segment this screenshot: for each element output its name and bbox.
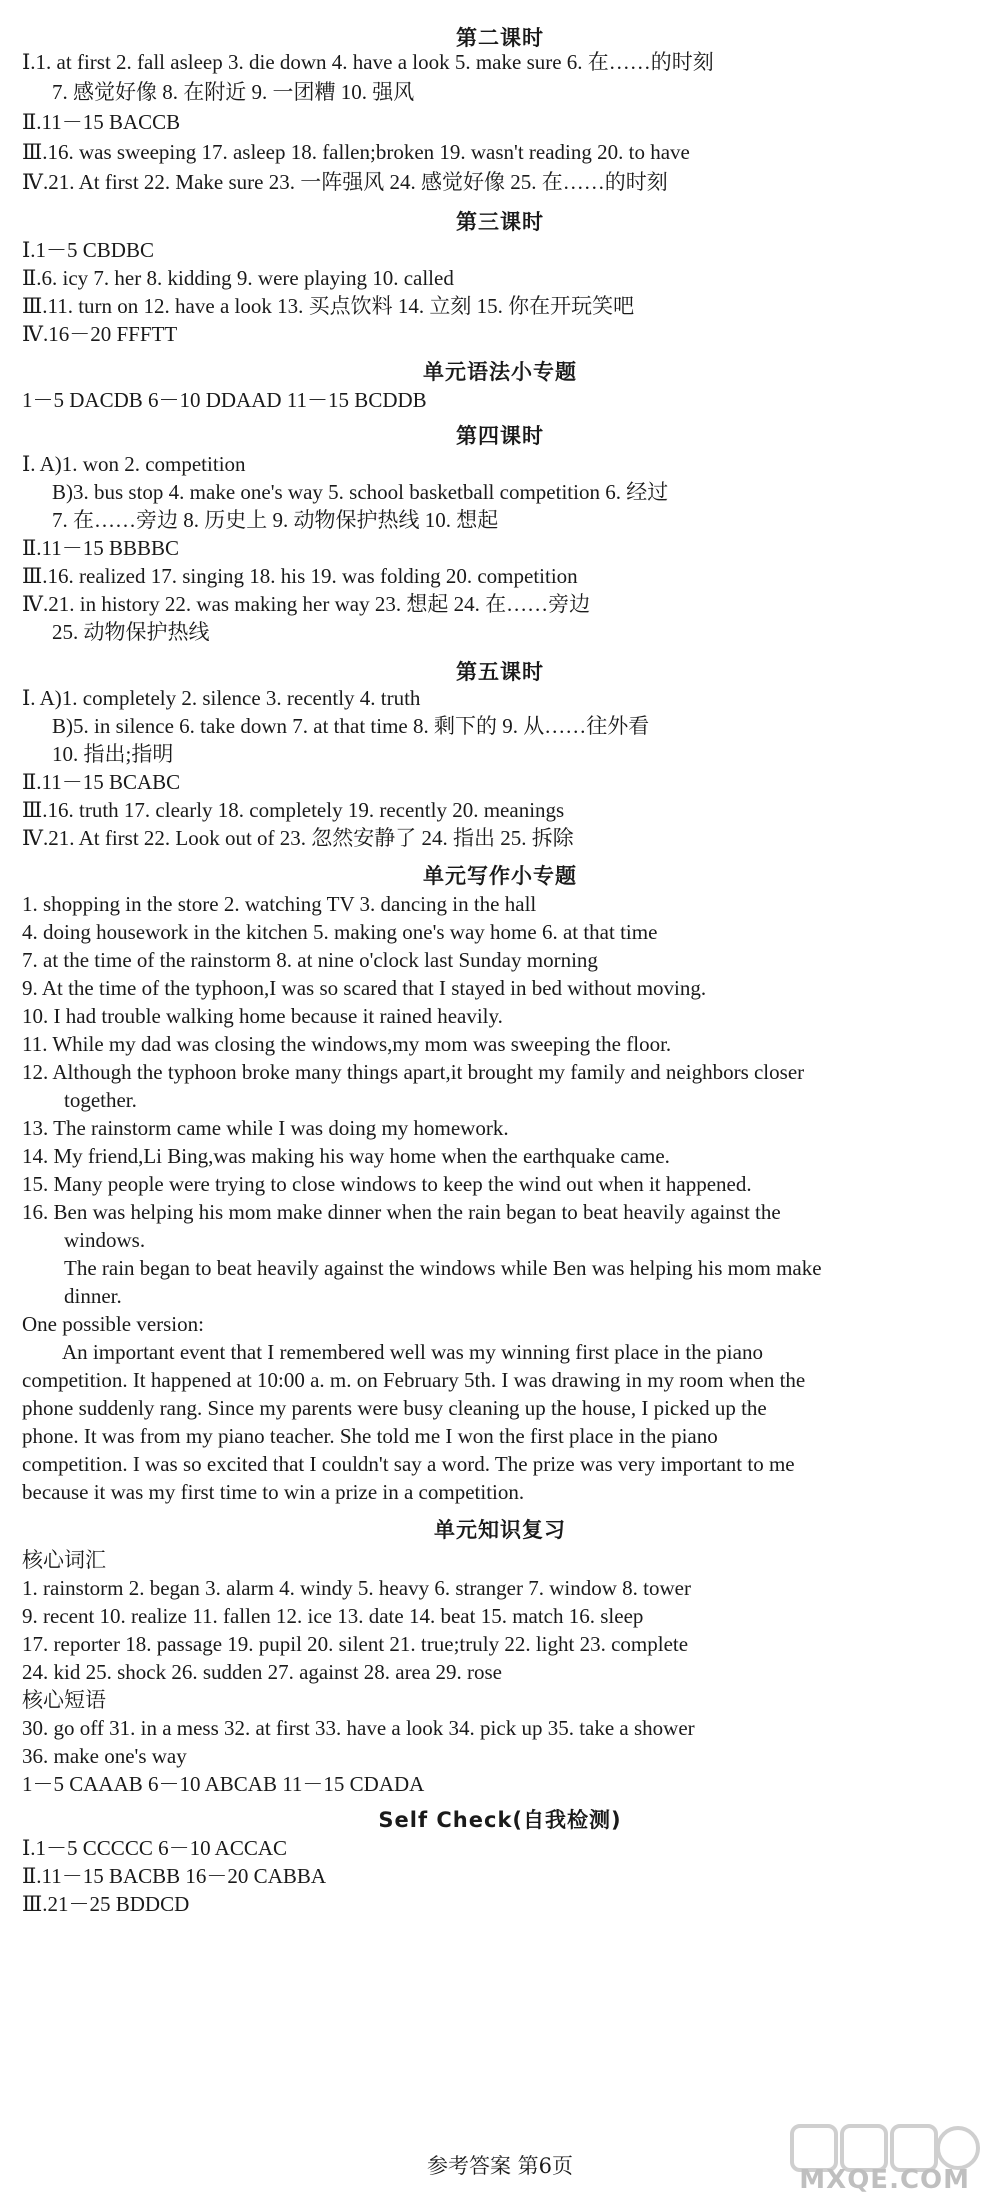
subheading-core-vocabulary: 核心词汇 xyxy=(22,1548,106,1572)
answer-line: 12. Although the typhoon broke many things apart,it brought my family and neighbors closer xyxy=(22,1060,805,1084)
answer-line: Ⅲ.16. was sweeping 17. asleep 18. fallen;broken 19. wasn't reading 20. to have xyxy=(22,140,690,164)
answer-line: 1－5 CAAAB 6－10 ABCAB 11－15 CDADA xyxy=(22,1772,425,1796)
answer-line: 14. My friend,Li Bing,was making his way home when the earthquake came. xyxy=(22,1144,670,1168)
answer-line: 1. rainstorm 2. began 3. alarm 4. windy 5. heavy 6. stranger 7. window 8. tower xyxy=(22,1576,691,1600)
answer-line: Ⅲ.21－25 BDDCD xyxy=(22,1892,190,1916)
answer-line: 30. go off 31. in a mess 32. at first 33. have a look 34. pick up 35. take a shower xyxy=(22,1716,695,1740)
answer-line: Ⅲ.11. turn on 12. have a look 13. 买点饮料 14. 立刻 15. 你在开玩笑吧 xyxy=(22,294,635,318)
section-title-lesson-5: 第五课时 xyxy=(456,660,544,684)
section-title-lesson-4: 第四课时 xyxy=(456,424,544,448)
answer-line: Ⅰ. A)1. won 2. competition xyxy=(22,452,246,476)
essay-line: phone suddenly rang. Since my parents were busy cleaning up the house, I picked up the xyxy=(22,1396,767,1420)
answer-line: 1. shopping in the store 2. watching TV 3. dancing in the hall xyxy=(22,892,537,916)
answer-line: 13. The rainstorm came while I was doing my homework. xyxy=(22,1116,509,1140)
answer-line: 9. At the time of the typhoon,I was so scared that I stayed in bed without moving. xyxy=(22,976,707,1000)
answer-line: 7. at the time of the rainstorm 8. at nine o'clock last Sunday morning xyxy=(22,948,598,972)
answer-line: 24. kid 25. shock 26. sudden 27. against 28. area 29. rose xyxy=(22,1660,502,1684)
essay-line: competition. I was so excited that I couldn't say a word. The prize was very important to me xyxy=(22,1452,795,1476)
subheading-core-phrases: 核心短语 xyxy=(22,1688,106,1712)
answer-line: 9. recent 10. realize 11. fallen 12. ice 13. date 14. beat 15. match 16. sleep xyxy=(22,1604,644,1628)
answer-line: 4. doing housework in the kitchen 5. making one's way home 6. at that time xyxy=(22,920,658,944)
answer-line: Ⅳ.21. in history 22. was making her way 23. 想起 24. 在……旁边 xyxy=(22,592,591,616)
essay-line: competition. It happened at 10:00 a. m. on February 5th. I was drawing in my room when the xyxy=(22,1368,806,1392)
answer-line: Ⅱ.11－15 BCABC xyxy=(22,770,181,794)
essay-line: An important event that I remembered well was my winning first place in the piano xyxy=(62,1340,763,1364)
section-title-unit-review: 单元知识复习 xyxy=(434,1518,566,1542)
answer-line: Ⅲ.16. truth 17. clearly 18. completely 19. recently 20. meanings xyxy=(22,798,565,822)
answer-line: 7. 感觉好像 8. 在附近 9. 一团糟 10. 强风 xyxy=(52,80,415,104)
answer-line: together. xyxy=(64,1088,137,1112)
answer-line: 25. 动物保护热线 xyxy=(52,620,210,644)
watermark-text: MXQE.COM xyxy=(799,2165,970,2195)
answer-line: Ⅱ.11－15 BACCB xyxy=(22,110,181,134)
section-title-lesson-2: 第二课时 xyxy=(456,26,544,50)
answer-line: Ⅰ.1－5 CCCCC 6－10 ACCAC xyxy=(22,1836,288,1860)
answer-line: 10. I had trouble walking home because it rained heavily. xyxy=(22,1004,503,1028)
essay-line: phone. It was from my piano teacher. She told me I won the first place in the piano xyxy=(22,1424,718,1448)
answer-line: windows. xyxy=(64,1228,146,1252)
answer-line: Ⅲ.16. realized 17. singing 18. his 19. was folding 20. competition xyxy=(22,564,578,588)
answer-line: B)5. in silence 6. take down 7. at that time 8. 剩下的 9. 从……往外看 xyxy=(52,714,650,738)
answer-line: 7. 在……旁边 8. 历史上 9. 动物保护热线 10. 想起 xyxy=(52,508,499,532)
section-title-lesson-3: 第三课时 xyxy=(456,210,544,234)
answer-line: 10. 指出;指明 xyxy=(52,742,174,766)
answer-line: Ⅳ.21. At first 22. Make sure 23. 一阵强风 24. 感觉好像 25. 在……的时刻 xyxy=(22,170,668,194)
answer-line: Ⅳ.21. At first 22. Look out of 23. 忽然安静了 24. 指出 25. 拆除 xyxy=(22,826,574,850)
answer-line: Ⅱ.6. icy 7. her 8. kidding 9. were playing 10. called xyxy=(22,266,454,290)
section-title-writing: 单元写作小专题 xyxy=(423,864,577,888)
section-title-grammar: 单元语法小专题 xyxy=(423,360,577,384)
answer-line: The rain began to beat heavily against the windows while Ben was helping his mom make xyxy=(64,1256,822,1280)
answer-line: 36. make one's way xyxy=(22,1744,187,1768)
answer-line: Ⅰ.1－5 CBDBC xyxy=(22,238,154,262)
answer-line: Ⅰ.1. at first 2. fall asleep 3. die down 4. have a look 5. make sure 6. 在……的时刻 xyxy=(22,50,714,74)
answer-line: Ⅱ.11－15 BACBB 16－20 CABBA xyxy=(22,1864,327,1888)
answer-line: 16. Ben was helping his mom make dinner when the rain began to beat heavily against the xyxy=(22,1200,781,1224)
essay-line: because it was my first time to win a prize in a competition. xyxy=(22,1480,525,1504)
answer-line: Ⅱ.11－15 BBBBC xyxy=(22,536,180,560)
answer-line: 11. While my dad was closing the windows,my mom was sweeping the floor. xyxy=(22,1032,672,1056)
answer-line: dinner. xyxy=(64,1284,122,1308)
answer-line: One possible version: xyxy=(22,1312,204,1336)
page-footer: 参考答案 第6页 xyxy=(426,2154,574,2178)
answer-line: 17. reporter 18. passage 19. pupil 20. silent 21. true;truly 22. light 23. complete xyxy=(22,1632,689,1656)
answer-line: B)3. bus stop 4. make one's way 5. school basketball competition 6. 经过 xyxy=(52,480,669,504)
answer-line: 15. Many people were trying to close windows to keep the wind out when it happened. xyxy=(22,1172,752,1196)
section-title-self-check: Self Check(自我检测) xyxy=(378,1808,622,1832)
answer-line: Ⅰ. A)1. completely 2. silence 3. recently 4. truth xyxy=(22,686,421,710)
answer-line: 1－5 DACDB 6－10 DDAAD 11－15 BCDDB xyxy=(22,388,427,412)
answer-line: Ⅳ.16－20 FFFTT xyxy=(22,322,178,346)
